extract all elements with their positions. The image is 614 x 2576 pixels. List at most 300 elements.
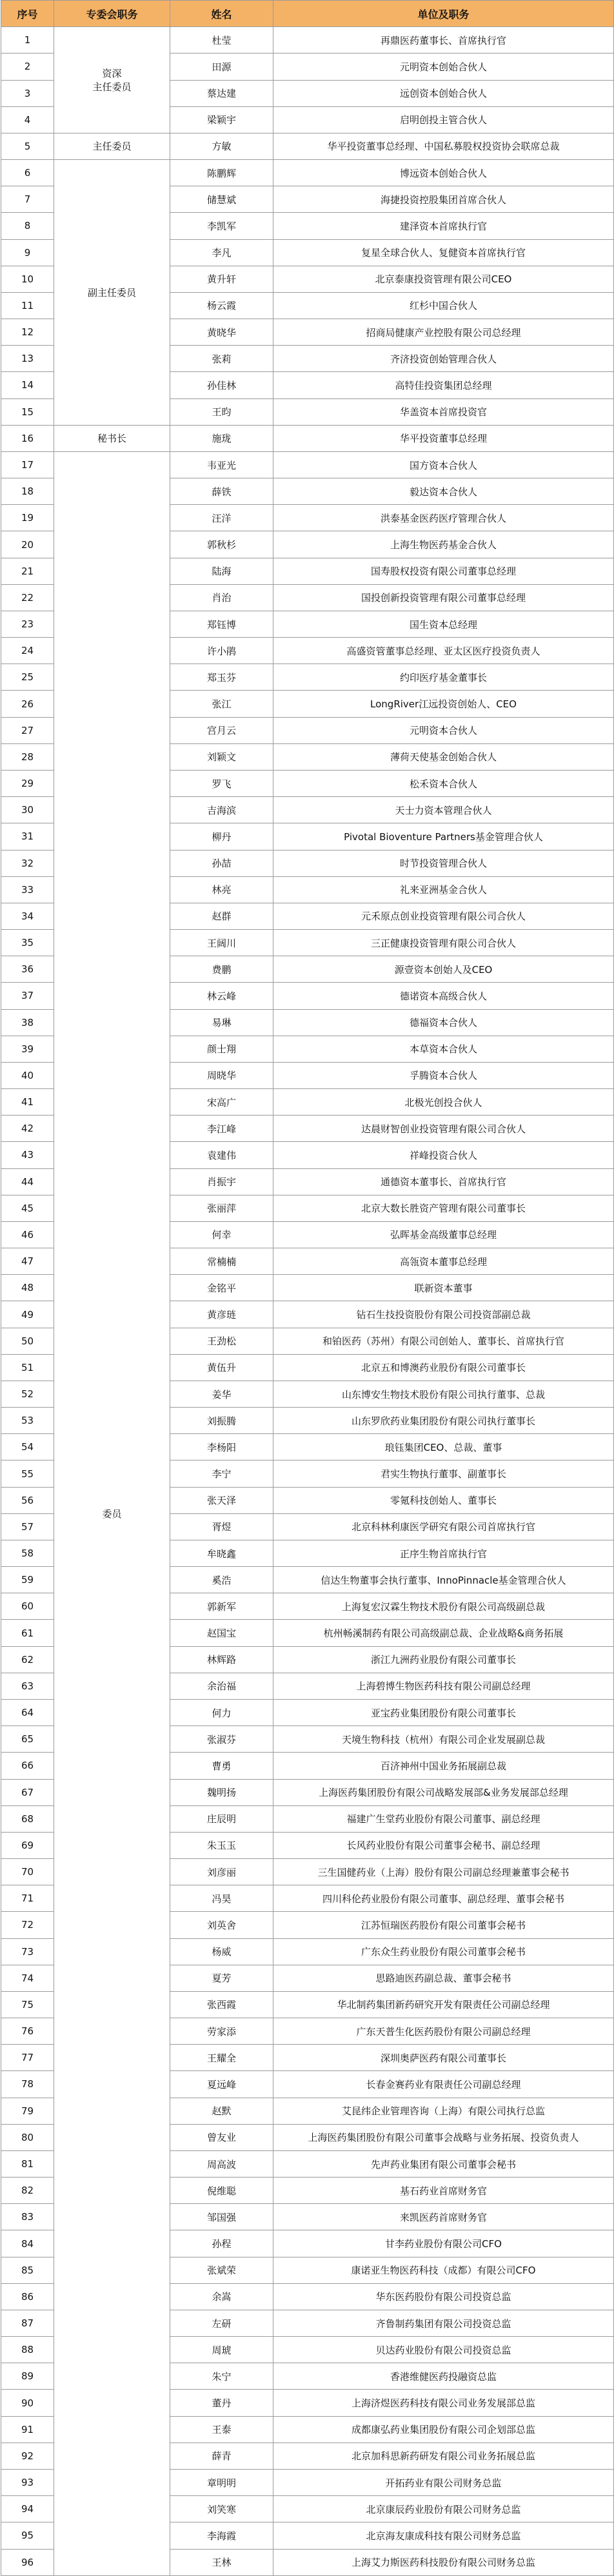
row-org: 招商局健康产业控股有限公司总经理 — [273, 319, 614, 346]
row-org: 高盛资管董事总经理、亚太区医疗投资负责人 — [273, 638, 614, 664]
row-seq: 49 — [1, 1301, 54, 1328]
row-org: 元明资本合伙人 — [273, 717, 614, 743]
row-org: 海捷投资控股集团首席合伙人 — [273, 186, 614, 213]
row-name: 薛青 — [170, 2443, 273, 2469]
row-name: 杜莹 — [170, 27, 273, 54]
row-org: 贝达药业股份有限公司投资总监 — [273, 2337, 614, 2363]
row-seq: 64 — [1, 1700, 54, 1726]
row-org: Pivotal Bioventure Partners基金管理合伙人 — [273, 823, 614, 850]
committee-roster-table — [1, 0, 614, 2576]
row-name: 罗飞 — [170, 770, 273, 796]
row-seq: 2 — [1, 54, 54, 80]
row-seq: 53 — [1, 1408, 54, 1434]
row-name: 奚浩 — [170, 1567, 273, 1593]
row-seq: 65 — [1, 1726, 54, 1753]
row-seq: 55 — [1, 1460, 54, 1487]
row-name: 刘彦丽 — [170, 1859, 273, 1885]
row-seq: 30 — [1, 797, 54, 823]
table-row — [1, 425, 614, 451]
header-role: 专委会职务 — [54, 1, 170, 27]
row-org: 天士力资本管理合伙人 — [273, 797, 614, 823]
row-org: 国投创新投资管理有限公司董事总经理 — [273, 584, 614, 611]
row-org: 洪泰基金医药医疗管理合伙人 — [273, 505, 614, 531]
row-name: 郑钰博 — [170, 611, 273, 637]
row-seq: 91 — [1, 2416, 54, 2443]
row-seq: 80 — [1, 2124, 54, 2150]
row-seq: 82 — [1, 2178, 54, 2204]
row-org: 毅达资本合伙人 — [273, 478, 614, 505]
row-org: 复星全球合伙人、复健资本首席执行官 — [273, 239, 614, 266]
row-seq: 46 — [1, 1221, 54, 1248]
row-name: 刘英舍 — [170, 1912, 273, 1938]
row-name: 姜华 — [170, 1381, 273, 1407]
row-seq: 89 — [1, 2363, 54, 2390]
row-seq: 29 — [1, 770, 54, 796]
row-name: 储慧斌 — [170, 186, 273, 213]
row-name: 张斌荣 — [170, 2257, 273, 2283]
row-name: 周琥 — [170, 2337, 273, 2363]
row-org: 上海医药集团股份有限公司战略发展部&业务发展部总经理 — [273, 1779, 614, 1805]
row-name: 孙喆 — [170, 850, 273, 876]
row-name: 李海霞 — [170, 2522, 273, 2549]
table-header — [1, 1, 614, 27]
row-name: 张淑芬 — [170, 1726, 273, 1753]
row-seq: 27 — [1, 717, 54, 743]
row-org: 齐鲁制药集团有限公司投资总监 — [273, 2310, 614, 2336]
row-name: 赵群 — [170, 903, 273, 929]
row-org: 祥峰投资合伙人 — [273, 1142, 614, 1168]
row-name: 曾友业 — [170, 2124, 273, 2150]
row-name: 刘颖文 — [170, 743, 273, 770]
row-seq: 31 — [1, 823, 54, 850]
row-org: 博远资本创始合伙人 — [273, 160, 614, 186]
row-seq: 76 — [1, 2018, 54, 2045]
row-seq: 40 — [1, 1062, 54, 1088]
row-org: 三生国健药业（上海）股份有限公司副总经理兼董事会秘书 — [273, 1859, 614, 1885]
row-org: 艾昆纬企业管理咨询（上海）有限公司执行总监 — [273, 2098, 614, 2124]
row-name: 宫月云 — [170, 717, 273, 743]
row-org: 远创资本创始合伙人 — [273, 80, 614, 106]
row-org: 孚腾资本合伙人 — [273, 1062, 614, 1088]
row-name: 林云峰 — [170, 983, 273, 1009]
row-org: 北京大数长胜资产管理有限公司董事长 — [273, 1195, 614, 1221]
row-name: 张莉 — [170, 346, 273, 372]
row-name: 施珑 — [170, 425, 273, 451]
row-org: 北京康辰药业股份有限公司财务总监 — [273, 2496, 614, 2522]
row-seq: 56 — [1, 1487, 54, 1513]
row-name: 张江 — [170, 691, 273, 717]
row-org: 齐济投资创始管理合伙人 — [273, 346, 614, 372]
row-org: 先声药业集团有限公司董事会秘书 — [273, 2150, 614, 2177]
row-org: 北京海友康成科技有限公司财务总监 — [273, 2522, 614, 2549]
header-row — [1, 1, 614, 27]
row-name: 余治福 — [170, 1673, 273, 1699]
row-name: 方敏 — [170, 133, 273, 159]
row-org: 松禾资本合伙人 — [273, 770, 614, 796]
row-name: 郭新军 — [170, 1593, 273, 1620]
row-name: 倪维聪 — [170, 2178, 273, 2204]
row-seq: 72 — [1, 1912, 54, 1938]
row-name: 孙佳林 — [170, 372, 273, 398]
row-name: 赵国宝 — [170, 1620, 273, 1646]
row-name: 林亮 — [170, 876, 273, 903]
row-org: 康诺亚生物医药科技（成都）有限公司CFO — [273, 2257, 614, 2283]
row-name: 牟晓鑫 — [170, 1540, 273, 1566]
row-name: 董丹 — [170, 2390, 273, 2416]
row-seq: 9 — [1, 239, 54, 266]
row-org: 上海复宏汉霖生物技术股份有限公司高级副总裁 — [273, 1593, 614, 1620]
row-name: 林辉路 — [170, 1646, 273, 1673]
header-seq: 序号 — [1, 1, 54, 27]
row-name: 韦亚光 — [170, 451, 273, 478]
row-org: 本草资本合伙人 — [273, 1036, 614, 1062]
row-seq: 47 — [1, 1248, 54, 1275]
row-name: 王劲松 — [170, 1328, 273, 1354]
row-org: 上海济煜医药科技有限公司业务发展部总监 — [273, 2390, 614, 2416]
row-name: 邹国强 — [170, 2204, 273, 2230]
row-org: 通德资本董事长、首席执行官 — [273, 1168, 614, 1195]
row-name: 王耀全 — [170, 2045, 273, 2071]
row-name: 张丽萍 — [170, 1195, 273, 1221]
row-org: 福建广生堂药业股份有限公司董事、副总经理 — [273, 1805, 614, 1832]
row-org: 建泽资本首席执行官 — [273, 213, 614, 239]
row-seq: 93 — [1, 2469, 54, 2495]
row-seq: 17 — [1, 451, 54, 478]
row-name: 胥煜 — [170, 1513, 273, 1540]
row-org: 国生资本总经理 — [273, 611, 614, 637]
row-org: 源壹资本创始人及CEO — [273, 956, 614, 983]
role-cell: 主任委员 — [54, 133, 170, 159]
row-name: 袁建伟 — [170, 1142, 273, 1168]
row-org: 正序生物首席执行官 — [273, 1540, 614, 1566]
row-name: 费鹏 — [170, 956, 273, 983]
row-org: 山东罗欣药业集团股份有限公司执行董事长 — [273, 1408, 614, 1434]
row-seq: 86 — [1, 2283, 54, 2310]
row-org: 长春金赛药业有限责任公司副总经理 — [273, 2071, 614, 2098]
row-org: 北极光创投合伙人 — [273, 1089, 614, 1116]
row-org: 杭州畅溪制药有限公司高级副总裁、企业战略&商务拓展 — [273, 1620, 614, 1646]
row-seq: 85 — [1, 2257, 54, 2283]
row-org: 山东博安生物技术股份有限公司执行董事、总裁 — [273, 1381, 614, 1407]
row-org: 华平投资董事总经理、中国私募股权投资协会联席总裁 — [273, 133, 614, 159]
row-org: 深圳奥萨医药有限公司董事长 — [273, 2045, 614, 2071]
row-name: 冯昊 — [170, 1885, 273, 1912]
role-cell: 委员 — [54, 451, 170, 2575]
row-seq: 51 — [1, 1354, 54, 1381]
row-org: 四川科伦药业股份有限公司董事、副总经理、董事会秘书 — [273, 1885, 614, 1912]
row-seq: 39 — [1, 1036, 54, 1062]
row-org: 君实生物执行董事、副董事长 — [273, 1460, 614, 1487]
row-org: 信达生物董事会执行董事、InnoPinnacle基金管理合伙人 — [273, 1567, 614, 1593]
row-seq: 84 — [1, 2230, 54, 2257]
row-seq: 66 — [1, 1753, 54, 1779]
row-seq: 12 — [1, 319, 54, 346]
row-org: 开拓药业有限公司财务总监 — [273, 2469, 614, 2495]
row-name: 黄晓华 — [170, 319, 273, 346]
row-seq: 22 — [1, 584, 54, 611]
row-name: 王林 — [170, 2549, 273, 2575]
row-org: 华盖资本首席投资官 — [273, 398, 614, 425]
role-cell: 资深 主任委员 — [54, 27, 170, 133]
row-org: 和铂医药（苏州）有限公司创始人、董事长、首席执行官 — [273, 1328, 614, 1354]
row-seq: 60 — [1, 1593, 54, 1620]
row-seq: 28 — [1, 743, 54, 770]
row-org: 华北制药集团新药研究开发有限责任公司副总经理 — [273, 1991, 614, 2018]
row-org: 时节投资管理合伙人 — [273, 850, 614, 876]
row-seq: 35 — [1, 930, 54, 956]
row-seq: 43 — [1, 1142, 54, 1168]
row-org: 香港维健医药投融资总监 — [273, 2363, 614, 2390]
row-org: 长风药业股份有限公司董事会秘书、副总经理 — [273, 1832, 614, 1858]
row-name: 王泰 — [170, 2416, 273, 2443]
row-seq: 94 — [1, 2496, 54, 2522]
row-name: 张西霞 — [170, 1991, 273, 2018]
row-seq: 57 — [1, 1513, 54, 1540]
row-name: 孙程 — [170, 2230, 273, 2257]
row-seq: 45 — [1, 1195, 54, 1221]
row-seq: 38 — [1, 1009, 54, 1036]
row-seq: 79 — [1, 2098, 54, 2124]
row-seq: 81 — [1, 2150, 54, 2177]
row-org: 北京五和博澳药业股份有限公司董事长 — [273, 1354, 614, 1381]
row-org: 高瓴资本董事总经理 — [273, 1248, 614, 1275]
row-name: 李凡 — [170, 239, 273, 266]
row-org: 联新资本董事 — [273, 1275, 614, 1301]
row-seq: 59 — [1, 1567, 54, 1593]
row-name: 杨云霞 — [170, 292, 273, 319]
row-seq: 36 — [1, 956, 54, 983]
row-name: 肖振宇 — [170, 1168, 273, 1195]
row-org: 上海艾力斯医药科技股份有限公司财务总监 — [273, 2549, 614, 2575]
row-org: 琅钰集团CEO、总裁、董事 — [273, 1434, 614, 1460]
row-name: 常楠楠 — [170, 1248, 273, 1275]
row-org: 零氪科技创始人、董事长 — [273, 1487, 614, 1513]
table-row — [1, 27, 614, 54]
row-seq: 74 — [1, 1965, 54, 1991]
row-org: LongRiver江远投资创始人、CEO — [273, 691, 614, 717]
row-org: 上海碧博生物医药科技有限公司副总经理 — [273, 1673, 614, 1699]
row-seq: 63 — [1, 1673, 54, 1699]
row-org: 亚宝药业集团股份有限公司董事长 — [273, 1700, 614, 1726]
row-name: 李杨阳 — [170, 1434, 273, 1460]
row-seq: 19 — [1, 505, 54, 531]
role-cell: 副主任委员 — [54, 160, 170, 426]
header-org: 单位及职务 — [273, 1, 614, 27]
row-name: 薛铁 — [170, 478, 273, 505]
row-seq: 48 — [1, 1275, 54, 1301]
row-name: 张天泽 — [170, 1487, 273, 1513]
row-org: 德福资本合伙人 — [273, 1009, 614, 1036]
row-name: 周高波 — [170, 2150, 273, 2177]
table-body — [1, 27, 614, 2576]
row-seq: 1 — [1, 27, 54, 54]
row-org: 三正健康投资管理有限公司合伙人 — [273, 930, 614, 956]
role-cell: 秘书长 — [54, 425, 170, 451]
row-org: 启明创投主管合伙人 — [273, 106, 614, 133]
row-name: 肖治 — [170, 584, 273, 611]
row-name: 黄升轩 — [170, 266, 273, 292]
row-seq: 83 — [1, 2204, 54, 2230]
row-org: 北京泰康投资管理有限公司CEO — [273, 266, 614, 292]
row-seq: 6 — [1, 160, 54, 186]
row-org: 红杉中国合伙人 — [273, 292, 614, 319]
row-org: 元明资本创始合伙人 — [273, 54, 614, 80]
row-org: 高特佳投资集团总经理 — [273, 372, 614, 398]
row-name: 余嵩 — [170, 2283, 273, 2310]
row-org: 华平投资董事总经理 — [273, 425, 614, 451]
row-name: 李江峰 — [170, 1116, 273, 1142]
table-row — [1, 133, 614, 159]
row-org: 成都康弘药业集团股份有限公司企划部总监 — [273, 2416, 614, 2443]
row-org: 国方资本合伙人 — [273, 451, 614, 478]
row-org: 浙江九洲药业股份有限公司董事长 — [273, 1646, 614, 1673]
row-name: 何幸 — [170, 1221, 273, 1248]
row-org: 德诺资本高级合伙人 — [273, 983, 614, 1009]
row-org: 甘李药业股份有限公司CFO — [273, 2230, 614, 2257]
row-seq: 69 — [1, 1832, 54, 1858]
row-name: 王阔川 — [170, 930, 273, 956]
row-seq: 42 — [1, 1116, 54, 1142]
row-org: 华东医药股份有限公司投资总监 — [273, 2283, 614, 2310]
row-name: 金铭平 — [170, 1275, 273, 1301]
row-name: 赵默 — [170, 2098, 273, 2124]
row-name: 田源 — [170, 54, 273, 80]
row-org: 上海医药集团股份有限公司董事会战略与业务拓展、投资负责人 — [273, 2124, 614, 2150]
row-org: 约印医疗基金董事长 — [273, 664, 614, 691]
row-name: 刘振腾 — [170, 1408, 273, 1434]
row-seq: 88 — [1, 2337, 54, 2363]
row-name: 吉海滨 — [170, 797, 273, 823]
row-name: 杨威 — [170, 1938, 273, 1965]
row-name: 陆海 — [170, 558, 273, 584]
row-name: 汪洋 — [170, 505, 273, 531]
row-seq: 16 — [1, 425, 54, 451]
row-seq: 95 — [1, 2522, 54, 2549]
row-org: 广东众生药业股份有限公司董事会秘书 — [273, 1938, 614, 1965]
row-org: 薄荷天使基金创始合伙人 — [273, 743, 614, 770]
row-seq: 44 — [1, 1168, 54, 1195]
row-name: 周晓华 — [170, 1062, 273, 1088]
row-name: 夏远峰 — [170, 2071, 273, 2098]
row-seq: 15 — [1, 398, 54, 425]
row-seq: 90 — [1, 2390, 54, 2416]
row-seq: 75 — [1, 1991, 54, 2018]
row-seq: 78 — [1, 2071, 54, 2098]
row-seq: 96 — [1, 2549, 54, 2575]
row-name: 魏明扬 — [170, 1779, 273, 1805]
row-seq: 26 — [1, 691, 54, 717]
row-name: 劳家添 — [170, 2018, 273, 2045]
row-org: 钻石生技投资股份有限公司投资部副总裁 — [273, 1301, 614, 1328]
row-seq: 25 — [1, 664, 54, 691]
row-seq: 70 — [1, 1859, 54, 1885]
row-seq: 4 — [1, 106, 54, 133]
row-name: 何力 — [170, 1700, 273, 1726]
row-seq: 3 — [1, 80, 54, 106]
row-name: 李宁 — [170, 1460, 273, 1487]
table-row — [1, 160, 614, 186]
row-seq: 24 — [1, 638, 54, 664]
row-seq: 11 — [1, 292, 54, 319]
row-org: 礼来亚洲基金合伙人 — [273, 876, 614, 903]
row-seq: 10 — [1, 266, 54, 292]
row-seq: 52 — [1, 1381, 54, 1407]
row-org: 思路迪医药副总裁、董事会秘书 — [273, 1965, 614, 1991]
row-seq: 41 — [1, 1089, 54, 1116]
row-name: 黄伍升 — [170, 1354, 273, 1381]
row-name: 颜士翔 — [170, 1036, 273, 1062]
row-name: 郑玉芬 — [170, 664, 273, 691]
row-seq: 67 — [1, 1779, 54, 1805]
row-name: 夏芳 — [170, 1965, 273, 1991]
row-name: 朱玉玉 — [170, 1832, 273, 1858]
row-org: 上海生物医药基金合伙人 — [273, 531, 614, 558]
row-seq: 68 — [1, 1805, 54, 1832]
row-name: 柳丹 — [170, 823, 273, 850]
row-seq: 13 — [1, 346, 54, 372]
row-org: 再鼎医药董事长、首席执行官 — [273, 27, 614, 54]
row-seq: 50 — [1, 1328, 54, 1354]
row-seq: 87 — [1, 2310, 54, 2336]
row-name: 王昀 — [170, 398, 273, 425]
row-org: 弘晖基金高级董事总经理 — [273, 1221, 614, 1248]
row-org: 江苏恒瑞医药股份有限公司董事会秘书 — [273, 1912, 614, 1938]
row-org: 广东天普生化医药股份有限公司副总经理 — [273, 2018, 614, 2045]
row-name: 庄辰明 — [170, 1805, 273, 1832]
row-name: 许小鹃 — [170, 638, 273, 664]
row-name: 章明明 — [170, 2469, 273, 2495]
row-seq: 58 — [1, 1540, 54, 1566]
row-seq: 77 — [1, 2045, 54, 2071]
row-org: 百济神州中国业务拓展副总裁 — [273, 1753, 614, 1779]
row-name: 梁颖宇 — [170, 106, 273, 133]
row-name: 宋高广 — [170, 1089, 273, 1116]
row-org: 元禾原点创业投资管理有限公司合伙人 — [273, 903, 614, 929]
row-name: 易琳 — [170, 1009, 273, 1036]
row-name: 陈鹏辉 — [170, 160, 273, 186]
table-row — [1, 451, 614, 478]
row-name: 刘笑寒 — [170, 2496, 273, 2522]
header-name: 姓名 — [170, 1, 273, 27]
row-seq: 54 — [1, 1434, 54, 1460]
row-name: 黄彦琏 — [170, 1301, 273, 1328]
row-seq: 33 — [1, 876, 54, 903]
row-name: 朱宁 — [170, 2363, 273, 2390]
row-name: 蔡达建 — [170, 80, 273, 106]
row-seq: 92 — [1, 2443, 54, 2469]
row-name: 郭秋杉 — [170, 531, 273, 558]
row-seq: 73 — [1, 1938, 54, 1965]
row-seq: 20 — [1, 531, 54, 558]
row-seq: 71 — [1, 1885, 54, 1912]
row-seq: 5 — [1, 133, 54, 159]
row-org: 天境生物科技（杭州）有限公司企业发展副总裁 — [273, 1726, 614, 1753]
row-seq: 34 — [1, 903, 54, 929]
row-org: 国寿股权投资有限公司董事总经理 — [273, 558, 614, 584]
row-org: 来凯医药首席财务官 — [273, 2204, 614, 2230]
row-seq: 8 — [1, 213, 54, 239]
row-seq: 61 — [1, 1620, 54, 1646]
row-name: 左研 — [170, 2310, 273, 2336]
row-seq: 37 — [1, 983, 54, 1009]
row-name: 李凯军 — [170, 213, 273, 239]
row-seq: 32 — [1, 850, 54, 876]
row-seq: 23 — [1, 611, 54, 637]
row-seq: 7 — [1, 186, 54, 213]
row-org: 北京科林利康医学研究有限公司首席执行官 — [273, 1513, 614, 1540]
row-org: 北京加科思新药研发有限公司业务拓展总监 — [273, 2443, 614, 2469]
row-seq: 14 — [1, 372, 54, 398]
